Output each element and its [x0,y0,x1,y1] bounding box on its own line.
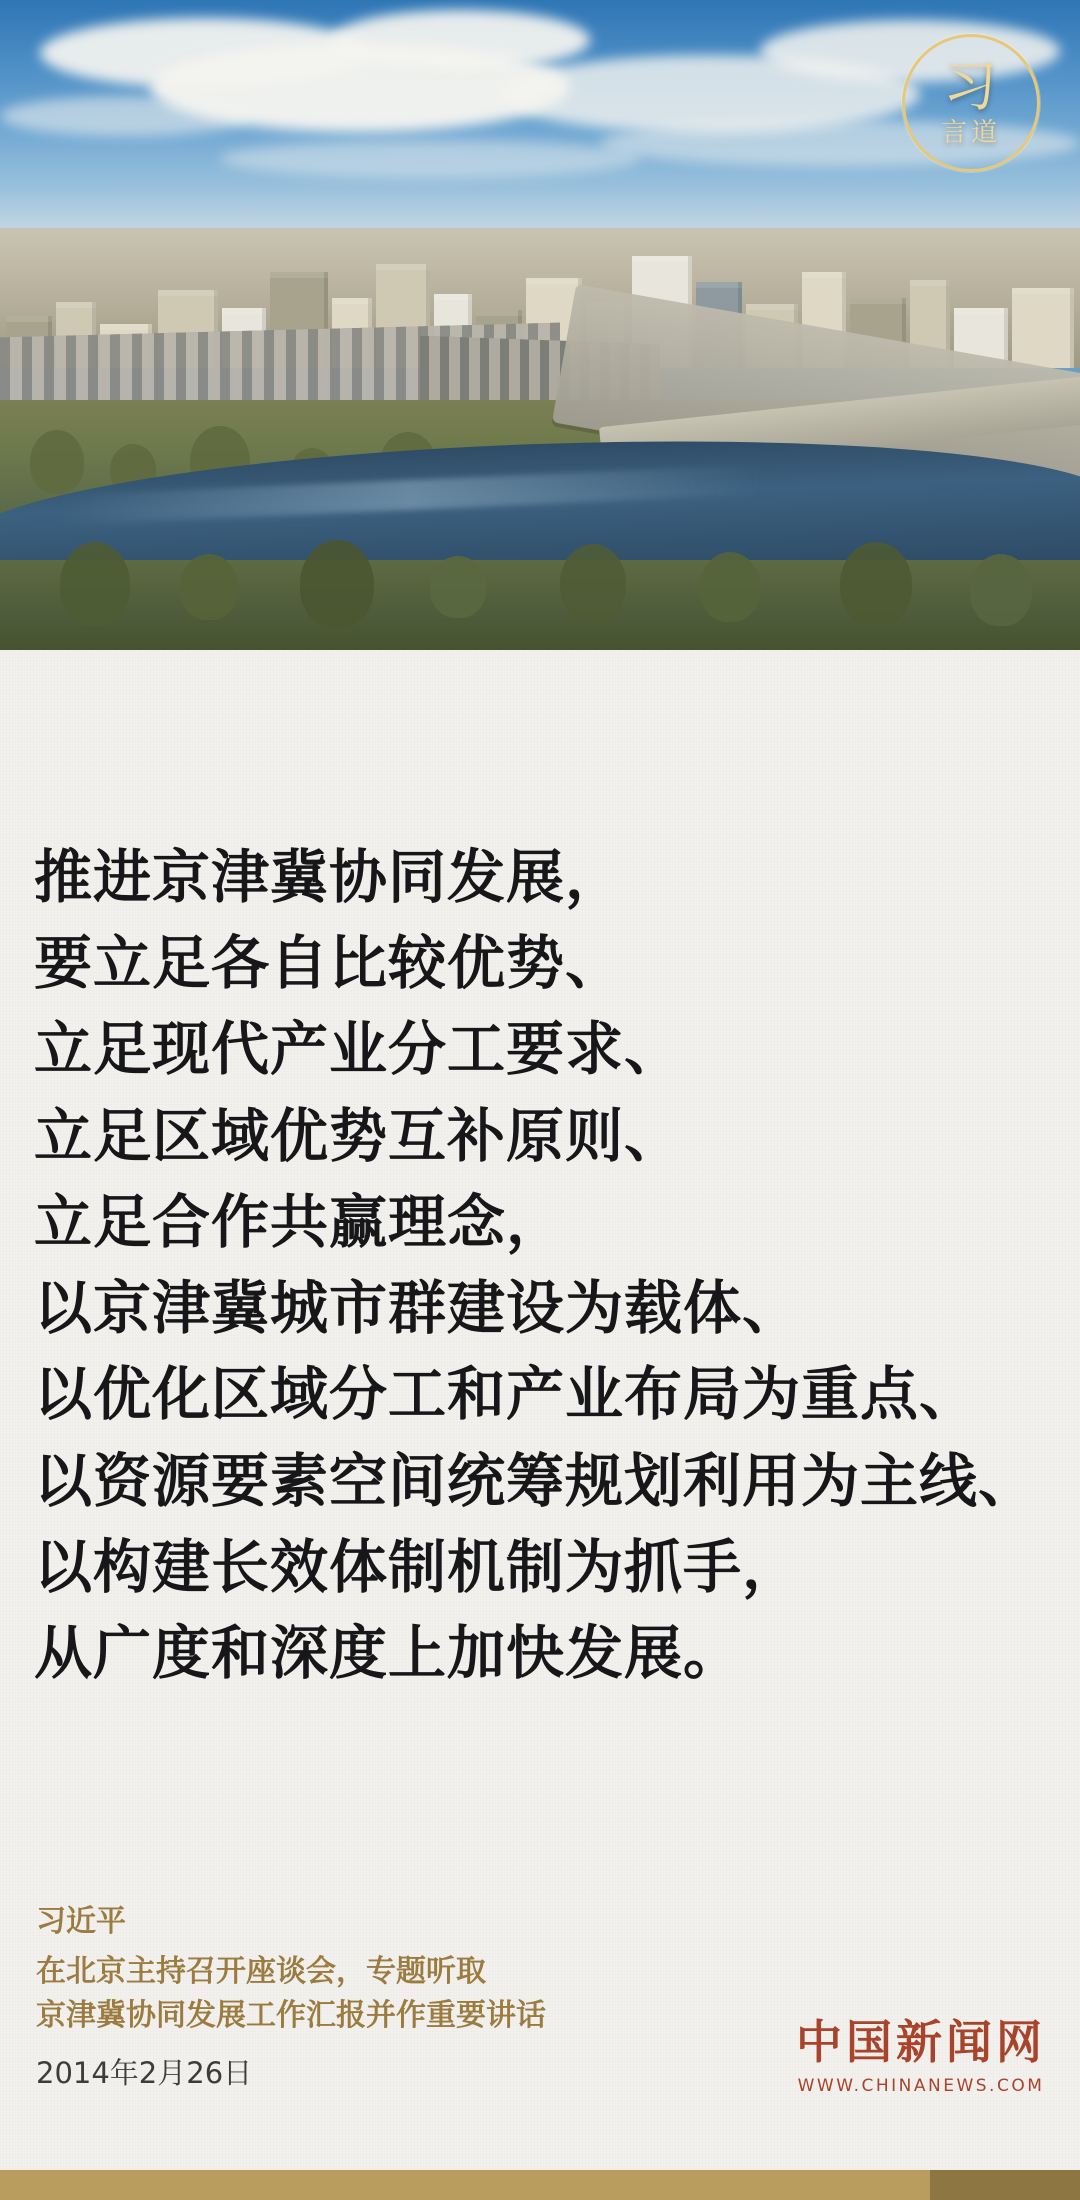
hero-photo [0,0,1080,650]
cloud [330,10,590,70]
quote-line: 以优化区域分工和产业布局为重点、 [34,1360,979,1429]
paper-body [0,650,1080,2200]
speaker-name: 习近平 [36,1904,126,1939]
brand-logo [796,2017,1046,2096]
quote-line: 从广度和深度上加快发展。 [34,1619,743,1688]
riverbank-foreground [0,560,1080,650]
brand-name: 中国新闻网 [796,2015,1046,2070]
attribution-block [36,1899,736,2092]
quote-line: 以资源要素空间统筹规划利用为主线、 [34,1446,1038,1515]
quote-line: 立足现代产业分工要求、 [34,1015,684,1084]
seal-char-primary: 习 [942,55,999,118]
cloud [220,140,640,178]
quote-line: 立足区域优势互补原则、 [34,1101,684,1170]
quote-line: 推进京津冀协同发展， [34,843,625,911]
footer-bar-accent [930,2170,1080,2200]
footer-bar [0,2170,1080,2200]
quote-line: 以京津冀城市群建设为载体、 [34,1274,802,1343]
speech-date: 2014年2月26日 [36,2056,253,2090]
quote-line: 立足合作共赢理念， [34,1187,566,1256]
quote-line: 以构建长效体制机制为抓手， [34,1532,802,1601]
occasion-line-2: 京津冀协同发展工作汇报并作重要讲话 [36,1997,546,2033]
brand-url: WWW.CHINANEWS.COM [797,2076,1045,2096]
quote-block [34,840,1044,1702]
occasion-line-1: 在北京主持召开座谈会，专题听取 [36,1954,486,1989]
seal-char-secondary: 言道 [940,118,1001,148]
quote-line: 要立足各自比较优势、 [34,929,625,998]
xi-yan-dao-seal [902,34,1040,172]
cloud [0,96,250,136]
